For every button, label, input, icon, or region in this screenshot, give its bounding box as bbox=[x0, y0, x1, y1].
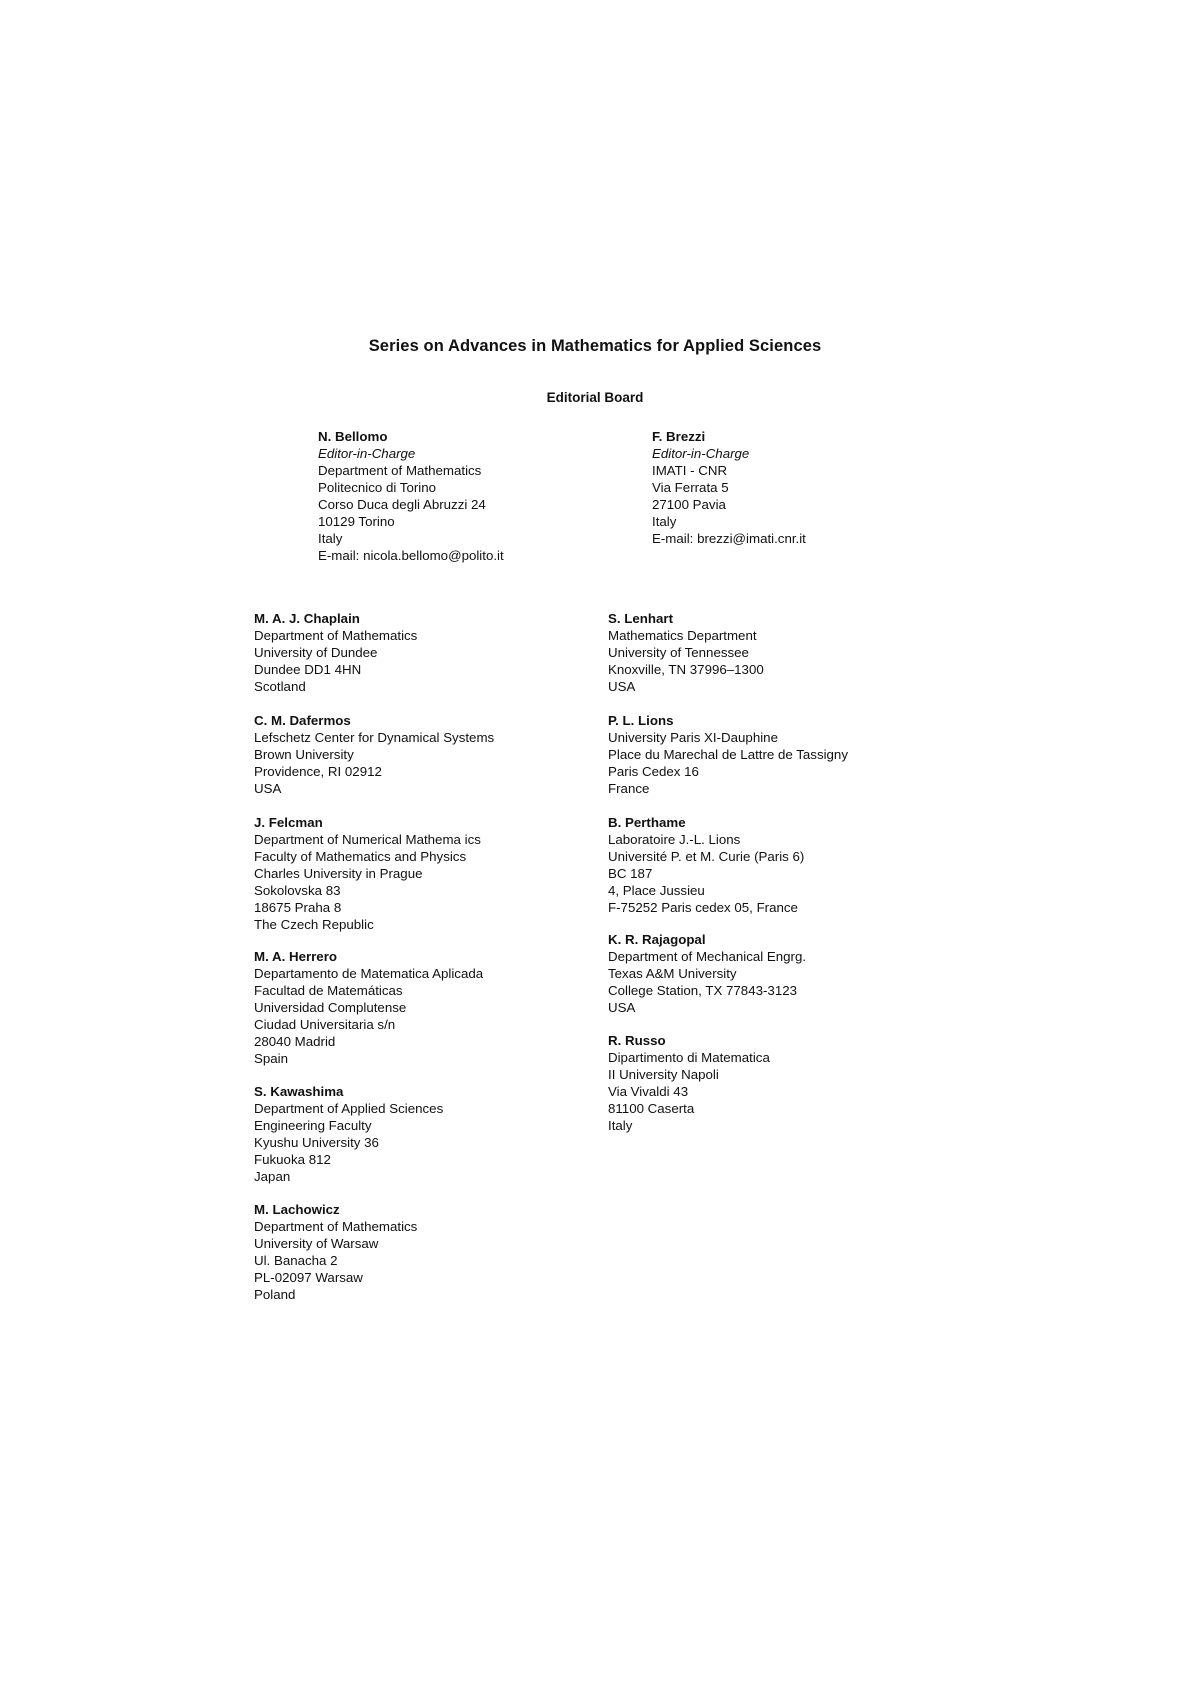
board-member-entry bbox=[254, 610, 417, 695]
address-line: USA bbox=[608, 679, 636, 694]
address-line: Departamento de Matematica Aplicada bbox=[254, 966, 484, 981]
address-line: Department of Numerical Mathema ics bbox=[254, 832, 481, 847]
address-line: Ciudad Universitaria s/n bbox=[254, 1017, 396, 1032]
address-line: USA bbox=[608, 1000, 636, 1015]
series-title: Series on Advances in Mathematics for Applied Sciences bbox=[368, 337, 822, 355]
member-name: M. A. J. Chaplain bbox=[254, 611, 360, 626]
address-line: Laboratoire J.-L. Lions bbox=[608, 832, 741, 847]
address-line: Facultad de Matemáticas bbox=[254, 983, 403, 998]
address-line: Université P. et M. Curie (Paris 6) bbox=[608, 849, 805, 864]
address-line: 81100 Caserta bbox=[608, 1101, 695, 1116]
address-line: France bbox=[608, 781, 650, 796]
address-line: Italy bbox=[318, 531, 343, 546]
address-line: Dipartimento di Matematica bbox=[608, 1050, 770, 1065]
board-member-entry bbox=[254, 1083, 443, 1185]
member-name: J. Felcman bbox=[254, 815, 323, 830]
email-line: E-mail: brezzi@imati.cnr.it bbox=[652, 531, 806, 546]
address-line: Department of Mathematics bbox=[254, 1219, 418, 1234]
address-line: USA bbox=[254, 781, 282, 796]
address-line: Italy bbox=[652, 514, 677, 529]
address-line: Paris Cedex 16 bbox=[608, 764, 699, 779]
address-line: Spain bbox=[254, 1051, 289, 1066]
member-name: R. Russo bbox=[608, 1033, 666, 1048]
address-line: 4, Place Jussieu bbox=[608, 883, 705, 898]
address-line: Knoxville, TN 37996–1300 bbox=[608, 662, 764, 677]
address-line: Department of Mechanical Engrg. bbox=[608, 949, 807, 964]
address-line: 18675 Praha 8 bbox=[254, 900, 342, 915]
board-member-entry bbox=[608, 1032, 770, 1134]
member-name: M. Lachowicz bbox=[254, 1202, 340, 1217]
editorial-board-heading: Editorial Board bbox=[546, 390, 644, 405]
address-line: Providence, RI 02912 bbox=[254, 764, 382, 779]
address-line: Faculty of Mathematics and Physics bbox=[254, 849, 467, 864]
address-line: Italy bbox=[608, 1118, 633, 1133]
address-line: University of Tennessee bbox=[608, 645, 749, 660]
member-name: S. Kawashima bbox=[254, 1084, 344, 1099]
board-member-entry bbox=[608, 610, 764, 695]
address-line: Place du Marechal de Lattre de Tassigny bbox=[608, 747, 848, 762]
editor-name: N. Bellomo bbox=[318, 429, 388, 444]
board-member-entry bbox=[254, 948, 483, 1067]
address-line: University Paris XI-Dauphine bbox=[608, 730, 778, 745]
address-line: Sokolovska 83 bbox=[254, 883, 341, 898]
address-line: Lefschetz Center for Dynamical Systems bbox=[254, 730, 495, 745]
address-line: Texas A&M University bbox=[608, 966, 737, 981]
address-line: Universidad Complutense bbox=[254, 1000, 407, 1015]
address-line: Department of Applied Sciences bbox=[254, 1101, 444, 1116]
address-line: Brown University bbox=[254, 747, 354, 762]
editor-role: Editor-in-Charge bbox=[318, 446, 416, 461]
address-line: II University Napoli bbox=[608, 1067, 719, 1082]
address-line: Via Ferrata 5 bbox=[652, 480, 729, 495]
email-line: E-mail: nicola.bellomo@polito.it bbox=[318, 548, 504, 563]
board-member-entry bbox=[608, 712, 848, 797]
member-name: P. L. Lions bbox=[608, 713, 674, 728]
address-line: IMATI - CNR bbox=[652, 463, 728, 478]
member-name: C. M. Dafermos bbox=[254, 713, 351, 728]
address-line: The Czech Republic bbox=[254, 917, 374, 932]
address-line: F-75252 Paris cedex 05, France bbox=[608, 900, 798, 915]
address-line: Corso Duca degli Abruzzi 24 bbox=[318, 497, 486, 512]
member-name: M. A. Herrero bbox=[254, 949, 338, 964]
editor-name: F. Brezzi bbox=[652, 429, 706, 444]
address-line: Scotland bbox=[254, 679, 306, 694]
board-member-entry bbox=[254, 1201, 417, 1303]
board-member-entry bbox=[608, 931, 806, 1016]
member-name: K. R. Rajagopal bbox=[608, 932, 706, 947]
address-line: College Station, TX 77843-3123 bbox=[608, 983, 798, 998]
chief-editor-entry bbox=[318, 428, 504, 564]
editor-role: Editor-in-Charge bbox=[652, 446, 750, 461]
address-line: Japan bbox=[254, 1169, 291, 1184]
address-line: Kyushu University 36 bbox=[254, 1135, 379, 1150]
address-line: Ul. Banacha 2 bbox=[254, 1253, 338, 1268]
address-line: Politecnico di Torino bbox=[318, 480, 437, 495]
address-line: Via Vivaldi 43 bbox=[608, 1084, 689, 1099]
address-line: Poland bbox=[254, 1287, 296, 1302]
address-line: Mathematics Department bbox=[608, 628, 757, 643]
address-line: Department of Mathematics bbox=[318, 463, 482, 478]
address-line: PL-02097 Warsaw bbox=[254, 1270, 363, 1285]
address-line: University of Warsaw bbox=[254, 1236, 379, 1251]
member-name: S. Lenhart bbox=[608, 611, 674, 626]
address-line: 10129 Torino bbox=[318, 514, 395, 529]
address-line: Fukuoka 812 bbox=[254, 1152, 331, 1167]
address-line: Engineering Faculty bbox=[254, 1118, 372, 1133]
address-line: 27100 Pavia bbox=[652, 497, 726, 512]
address-line: Dundee DD1 4HN bbox=[254, 662, 362, 677]
address-line: University of Dundee bbox=[254, 645, 378, 660]
board-member-entry bbox=[254, 814, 481, 933]
address-line: BC 187 bbox=[608, 866, 653, 881]
address-line: Charles University in Prague bbox=[254, 866, 423, 881]
chief-editor-entry bbox=[652, 428, 806, 547]
board-member-entry bbox=[608, 814, 804, 916]
member-name: B. Perthame bbox=[608, 815, 686, 830]
board-member-entry bbox=[254, 712, 494, 797]
address-line: Department of Mathematics bbox=[254, 628, 418, 643]
address-line: 28040 Madrid bbox=[254, 1034, 336, 1049]
